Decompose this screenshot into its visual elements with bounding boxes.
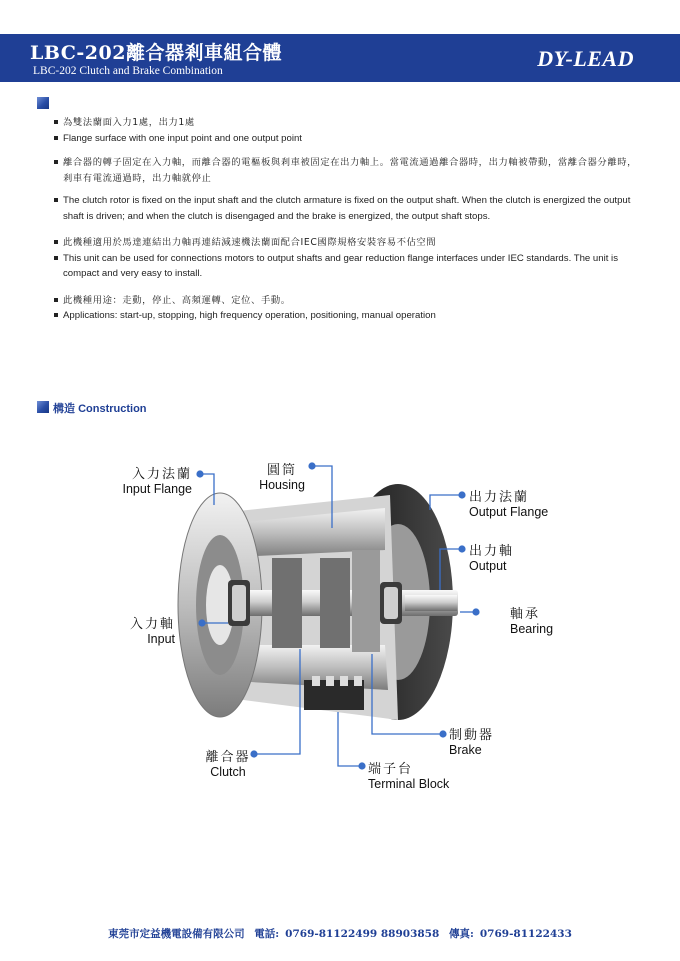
callout-clutch: 離合器 Clutch (205, 750, 251, 779)
footer-company: 東莞市定益機電設備有限公司 (108, 928, 245, 940)
section-square-icon (37, 97, 49, 109)
feature-3-en: This unit can be used for connections motors to output shafts and gear reduction flange interfaces under IEC standards. The unit is compact and very easy to install. (54, 251, 644, 282)
callout-bearing: 軸承 Bearing (510, 607, 554, 636)
feature-4-en: Applications: start-up, stopping, high frequency operation, positioning, manual operation (54, 308, 644, 324)
footer-contact (0, 926, 680, 941)
dot-output-flange (458, 491, 465, 498)
construction-label-zh: 構造 (53, 402, 75, 415)
dot-brake (439, 730, 446, 737)
dot-output (458, 545, 465, 552)
page-title: LBC-202離合器剎車組合體 (30, 42, 282, 64)
terminal-block-shape (304, 676, 364, 710)
footer-phone: 0769-81122499 88903858 (285, 928, 440, 940)
callout-brake: 制動器 Brake (449, 728, 495, 757)
callout-housing: 圓筒 Housing (259, 463, 305, 492)
feature-2-zh: 離合器的轉子固定在入力軸，而離合器的電樞板與剎車被固定在出力軸上。當電流通過離合器時，出力軸被帶動，當離合器分離時，剎車有電流通過時，出力軸就停止 (54, 155, 644, 186)
feature-list (54, 115, 644, 324)
dot-input-flange (196, 470, 203, 477)
callout-input-flange: 入力法蘭 Input Flange (122, 467, 192, 496)
construction-diagram (0, 440, 680, 820)
feature-3-zh: 此機種適用於馬達連結出力軸再連結減速機法蘭面配合IEC國際規格安裝容易不佔空間 (54, 235, 644, 251)
feature-4-zh: 此機種用途：走動，停止、高頻運轉、定位、手動。 (54, 293, 644, 309)
footer-phone-label: 電話: (254, 928, 280, 940)
footer-fax: 0769-81122433 (479, 928, 572, 940)
callout-input: 入力軸 Input (129, 617, 175, 646)
feature-2-en: The clutch rotor is fixed on the input shaft and the clutch armature is fixed on the output shaft. When the clutch is energized the output shaft is driven; and when the clutch is disengaged and the brake is energized, the output shaft stops. (54, 193, 644, 224)
feature-1-zh: 為雙法蘭面入力1處，出力1處 (54, 115, 644, 131)
callout-output-flange: 出力法蘭 Output Flange (469, 490, 549, 519)
dot-housing (308, 462, 315, 469)
dot-bearing (472, 608, 479, 615)
page-subtitle: LBC-202 Clutch and Brake Combination (33, 65, 223, 77)
header-banner (0, 34, 680, 82)
footer-fax-label: 傳真: (448, 928, 474, 940)
callout-output: 出力軸 Output (469, 544, 515, 573)
feature-1-en: Flange surface with one input point and one output point (54, 131, 644, 147)
construction-square-icon (37, 401, 49, 413)
brand-logo-text: DY-LEAD (537, 46, 634, 71)
cutaway-illustration (0, 440, 680, 820)
construction-label-en: Construction (78, 403, 147, 415)
dot-terminal-block (358, 762, 365, 769)
dot-input (198, 619, 205, 626)
callout-terminal-block: 端子台 Terminal Block (368, 762, 450, 791)
